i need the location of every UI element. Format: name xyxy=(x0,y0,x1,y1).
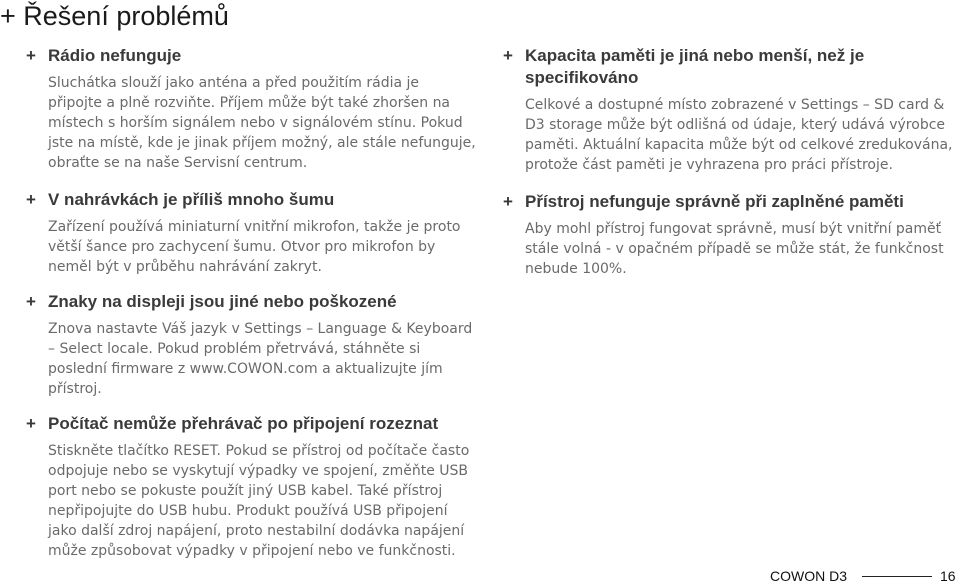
section-heading xyxy=(503,45,953,89)
section-heading xyxy=(503,191,953,213)
section-heading xyxy=(26,413,476,435)
page-title: + Řešení problémů xyxy=(0,1,229,31)
section-full-memory xyxy=(503,191,953,279)
footer-brand: COWON D3 xyxy=(770,568,847,584)
section-body: Aby mohl přístroj fungovat správně, musí být vnitřní paměť stále volná - v opačném případě se může stát, že funkčnost nebude 100%. xyxy=(525,221,944,277)
plus-icon: + xyxy=(26,46,36,65)
section-heading xyxy=(26,45,476,67)
footer-divider xyxy=(862,576,932,577)
plus-icon: + xyxy=(503,192,513,211)
section-heading-text: Počítač nemůže přehrávač po připojení rozeznat xyxy=(48,414,439,433)
right-column xyxy=(503,45,953,279)
section-heading-text: Rádio nefunguje xyxy=(48,46,182,65)
section-heading-text: Kapacita paměti je jiná nebo menší, než je specifikováno xyxy=(525,46,865,87)
section-noise xyxy=(26,189,476,277)
section-heading-text: Znaky na displeji jsou jiné nebo poškozené xyxy=(48,292,397,311)
section-display xyxy=(26,291,476,399)
section-heading-text: Přístroj nefunguje správně při zaplněné paměti xyxy=(525,192,904,211)
section-radio xyxy=(26,45,476,173)
section-capacity xyxy=(503,45,953,175)
page-number: 16 xyxy=(940,568,956,584)
section-heading xyxy=(26,291,476,313)
section-body: Stiskněte tlačítko RESET. Pokud se přístroj od počítače často odpojuje nebo se vyskytují výpadky ve spojení, změňte USB port nebo se pokuste použít jiný USB kabel. Také přístroj nepřipojujte do USB hubu. Produkt používá USB připojení jako další zdroj napájení, proto nestabilní dodávka napájení může způsobovat výpadky v připojení nebo ve funkčnosti. xyxy=(48,443,470,559)
section-body: Zařízení používá miniaturní vnitřní mikrofon, takže je proto větší šance pro zachycení šumu. Otvor pro mikrofon by neměl být v průběhu nahrávání zakryt. xyxy=(48,219,461,275)
plus-icon: + xyxy=(26,292,36,311)
section-pc-connection xyxy=(26,413,476,561)
section-body: Znova nastavte Váš jazyk v Settings – Language & Keyboard – Select locale. Pokud problém přetrvává, stáhněte si poslední firmware z www.COWON.com a aktualizujte jím přístroj. xyxy=(48,321,473,397)
section-body: Celkové a dostupné místo zobrazené v Settings – SD card & D3 storage může být odlišná od údaje, který udává výrobce paměti. Aktuální kapacita může být od celkové zredukována, protože část paměti je vyhrazena pro práci přístroje. xyxy=(525,97,953,173)
section-body: Sluchátka slouží jako anténa a před použitím rádia je připojte a plně rozviňte. Příjem může být také zhoršen na místech s horším signálem nebo v signálovém stínu. Pokud jste na místě, kde je jinak příjem možný, ale stále nefunguje, obraťte se na naše Servisní centrum. xyxy=(48,75,476,171)
section-heading xyxy=(26,189,476,211)
left-column xyxy=(26,45,476,561)
section-heading-text: V nahrávkách je příliš mnoho šumu xyxy=(48,190,335,209)
plus-icon: + xyxy=(503,46,513,65)
plus-icon: + xyxy=(26,190,36,209)
plus-icon: + xyxy=(26,414,36,433)
